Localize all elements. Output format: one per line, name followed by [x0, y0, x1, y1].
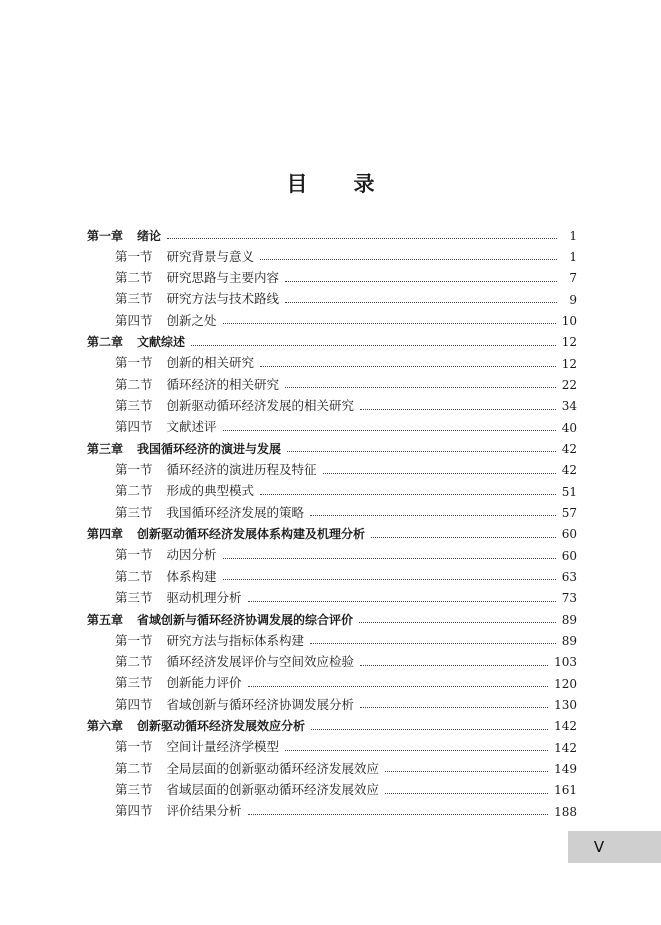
toc-entry-number: 第六章 [87, 719, 124, 734]
toc-chapter-entry[interactable] [87, 609, 577, 630]
toc-entry-page: 7 [569, 271, 577, 286]
toc-entry-number: 第二节 [115, 376, 153, 392]
dot-leader [223, 579, 556, 580]
toc-entry-number: 第三节 [115, 291, 153, 307]
toc-entry-title: 绪论 [137, 228, 162, 243]
toc-entry-page: 12 [561, 356, 577, 371]
toc-entry-number: 第二节 [115, 568, 153, 584]
toc-entry-title: 研究方法与技术路线 [166, 291, 280, 307]
dot-leader [285, 302, 557, 303]
toc-section-entry[interactable] [87, 588, 577, 609]
dot-leader [310, 643, 556, 644]
toc-entry-page: 89 [561, 633, 577, 648]
toc-entry-title: 体系构建 [166, 568, 217, 584]
toc-section-entry[interactable] [87, 694, 577, 715]
toc-entry-number: 第四章 [87, 527, 124, 542]
toc-entry-page: 149 [554, 761, 577, 776]
title-char-1: 目 [286, 172, 308, 196]
toc-entry-title: 循环经济发展评价与空间效应检验 [166, 653, 355, 669]
toc-section-entry[interactable] [87, 460, 577, 481]
toc-entry-number: 第四节 [115, 696, 153, 712]
toc-entry-number: 第四节 [115, 803, 153, 819]
dot-leader [248, 814, 549, 815]
toc-entry-title: 研究思路与主要内容 [166, 270, 280, 286]
toc-entry-number: 第三节 [115, 589, 153, 605]
toc-entry-page: 60 [561, 527, 577, 542]
toc-section-entry[interactable] [87, 673, 577, 694]
toc-entry-title: 文献述评 [166, 419, 217, 435]
toc-entry-page: 1 [569, 249, 577, 264]
toc-entry-page: 22 [561, 377, 577, 392]
dot-leader [360, 665, 548, 666]
dot-leader [310, 515, 556, 516]
toc-entry-number: 第四节 [115, 312, 153, 328]
dot-leader [167, 238, 557, 239]
toc-entry-number: 第二节 [115, 483, 153, 499]
dot-leader [223, 558, 556, 559]
toc-entry-number: 第二章 [87, 335, 124, 350]
toc-entry-page: 57 [561, 505, 577, 520]
dot-leader [191, 345, 556, 346]
toc-entry-title: 省域层面的创新驱动循环经济发展效应 [166, 781, 380, 797]
toc-entry-page: 60 [561, 548, 577, 563]
toc-entry-title: 省域创新与循环经济协调发展分析 [166, 696, 355, 712]
dot-leader [260, 494, 556, 495]
dot-leader [260, 366, 556, 367]
toc-entry-page: 10 [561, 313, 577, 328]
toc-entry-number: 第一节 [115, 547, 153, 563]
toc-entry-number: 第一节 [115, 632, 153, 648]
dot-leader [385, 793, 548, 794]
toc-entry-page: 142 [554, 740, 577, 755]
toc-entry-title: 研究方法与指标体系构建 [166, 632, 305, 648]
dot-leader [285, 387, 556, 388]
toc-entry-title: 创新驱动循环经济发展的相关研究 [166, 398, 355, 414]
toc-section-entry[interactable] [87, 545, 577, 566]
toc-entry-page: 40 [561, 420, 577, 435]
toc-entry-page: 34 [561, 399, 577, 414]
toc-entry-title: 我国循环经济的演进与发展 [137, 441, 282, 456]
toc-chapter-entry[interactable] [87, 332, 577, 353]
dot-leader [385, 771, 548, 772]
toc-section-entry[interactable] [87, 758, 577, 779]
toc-entry-page: 51 [561, 484, 577, 499]
dot-leader [311, 729, 548, 730]
toc-entry-number: 第一节 [115, 739, 153, 755]
toc-entry-number: 第一节 [115, 248, 153, 264]
toc-chapter-entry[interactable] [87, 716, 577, 737]
toc-entry-title: 研究背景与意义 [166, 248, 255, 264]
toc-entry-page: 1 [569, 228, 577, 243]
title-char-2: 录 [353, 172, 375, 196]
dot-leader [285, 281, 557, 282]
toc-entry-page: 130 [554, 697, 577, 712]
toc-entry-page: 161 [554, 783, 577, 798]
page-number-tab [568, 831, 661, 863]
toc-entry-title: 驱动机理分析 [166, 589, 242, 605]
toc-chapter-entry[interactable] [87, 438, 577, 459]
toc-section-entry[interactable] [87, 481, 577, 502]
toc-entry-number: 第三节 [115, 781, 153, 797]
dot-leader [323, 473, 556, 474]
dot-leader [371, 537, 556, 538]
toc-entry-title: 创新驱动循环经济发展效应分析 [137, 719, 306, 734]
dot-leader [248, 686, 549, 687]
toc-section-entry[interactable] [87, 289, 577, 310]
toc-entry-page: 188 [554, 804, 577, 819]
toc-entry-page: 12 [561, 335, 577, 350]
toc-entry-number: 第三节 [115, 675, 153, 691]
dot-leader [285, 750, 548, 751]
toc-entry-page: 120 [554, 676, 577, 691]
table-of-contents [87, 225, 577, 822]
toc-chapter-entry[interactable] [87, 225, 577, 246]
dot-leader [248, 601, 556, 602]
dot-leader [360, 409, 556, 410]
toc-entry-title: 循环经济的演进历程及特征 [166, 462, 317, 478]
toc-section-entry[interactable] [87, 417, 577, 438]
toc-entry-number: 第二节 [115, 270, 153, 286]
toc-entry-number: 第一章 [87, 228, 124, 243]
dot-leader [223, 323, 556, 324]
toc-entry-page: 9 [569, 292, 577, 307]
dot-leader [359, 622, 556, 623]
toc-section-entry[interactable] [87, 630, 577, 651]
dot-leader [260, 259, 557, 260]
toc-entry-page: 89 [561, 612, 577, 627]
toc-entry-title: 形成的典型模式 [166, 483, 255, 499]
toc-section-entry[interactable] [87, 396, 577, 417]
dot-leader [223, 430, 556, 431]
toc-entry-title: 我国循环经济发展的策略 [166, 504, 305, 520]
toc-entry-number: 第三节 [115, 504, 153, 520]
toc-entry-page: 42 [561, 463, 577, 478]
toc-entry-title: 创新之处 [166, 312, 217, 328]
toc-section-entry[interactable] [87, 268, 577, 289]
toc-entry-page: 63 [561, 569, 577, 584]
toc-entry-title: 创新的相关研究 [166, 355, 255, 371]
toc-entry-page: 73 [561, 591, 577, 606]
toc-entry-title: 动因分析 [166, 547, 217, 563]
toc-entry-title: 省域创新与循环经济协调发展的综合评价 [137, 612, 354, 627]
toc-entry-number: 第五章 [87, 612, 124, 627]
toc-section-entry[interactable] [87, 353, 577, 374]
toc-section-entry[interactable] [87, 246, 577, 267]
toc-chapter-entry[interactable] [87, 524, 577, 545]
toc-entry-page: 103 [554, 655, 577, 670]
toc-entry-title: 创新驱动循环经济发展体系构建及机理分析 [137, 527, 366, 542]
toc-entry-number: 第三章 [87, 441, 124, 456]
toc-entry-title: 空间计量经济学模型 [166, 739, 280, 755]
dot-leader [360, 707, 548, 708]
toc-section-entry[interactable] [87, 737, 577, 758]
toc-entry-number: 第二节 [115, 653, 153, 669]
dot-leader [287, 451, 556, 452]
toc-section-entry[interactable] [87, 374, 577, 395]
toc-section-entry[interactable] [87, 780, 577, 801]
toc-entry-number: 第四节 [115, 419, 153, 435]
toc-section-entry[interactable] [87, 801, 577, 822]
toc-entry-page: 142 [554, 719, 577, 734]
toc-section-entry[interactable] [87, 310, 577, 331]
toc-section-entry[interactable] [87, 652, 577, 673]
toc-section-entry[interactable] [87, 502, 577, 523]
toc-entry-title: 循环经济的相关研究 [166, 376, 280, 392]
toc-entry-title: 文献综述 [137, 335, 186, 350]
toc-entry-title: 评价结果分析 [166, 803, 242, 819]
toc-entry-page: 42 [561, 441, 577, 456]
toc-entry-number: 第三节 [115, 398, 153, 414]
toc-entry-title: 创新能力评价 [166, 675, 242, 691]
toc-entry-number: 第一节 [115, 462, 153, 478]
page-number: V [593, 838, 605, 856]
toc-section-entry[interactable] [87, 566, 577, 587]
toc-entry-number: 第一节 [115, 355, 153, 371]
toc-entry-title: 全局层面的创新驱动循环经济发展效应 [166, 760, 380, 776]
page-title [0, 168, 661, 198]
toc-entry-number: 第二节 [115, 760, 153, 776]
